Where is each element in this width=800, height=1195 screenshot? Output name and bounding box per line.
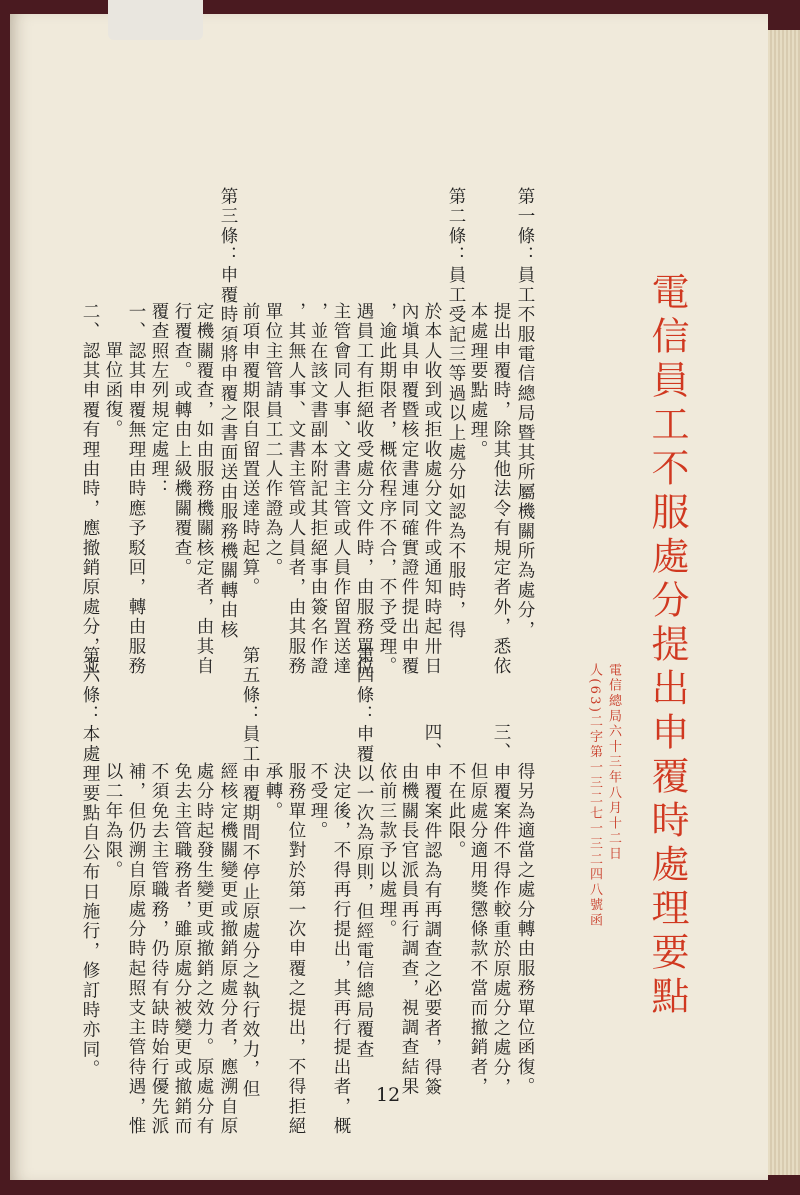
text-column: ，逾此期限者，概依程序不合，不予受理。 (377, 302, 397, 677)
text-column: 一、認其申覆無理由時應予駁回，轉由服務 (126, 302, 146, 677)
text-column: 遇員工有拒絕收受處分文件時，由服務單位 (354, 302, 374, 677)
text-column: 本處理要點處理。 (468, 302, 488, 460)
text-column: 主管會同人事、文書主管或人員作留置送達 (331, 302, 351, 677)
text-column: 決定後，不得再行提出，其再行提出者，概 (331, 762, 351, 1137)
text-column: 不須免去主管職務，仍待有缺時始行優先派 (149, 762, 169, 1137)
text-column: 以二年為限。 (103, 762, 123, 881)
text-column: 經核定機關變更或撤銷原處分者，應溯自原 (218, 762, 238, 1137)
text-column: 單位函復。 (103, 341, 123, 440)
text-column: 得另為適當之處分轉由服務單位函復。 (515, 762, 535, 1097)
text-column: 第三條：申覆時須將申覆之書面送由服務機關轉由核 (218, 187, 238, 641)
reference-line-2: 人(63)二字第一三二七一三二四八號函 (587, 663, 602, 929)
reference-line-1: 電信總局六十三年八月十二日 (606, 663, 621, 862)
text-column: 內塡具申覆暨核定書連同確實證件提出申覆 (399, 302, 419, 677)
page-edges (768, 30, 800, 1175)
text-column: 於本人收到或拒收處分文件或通知時起卅日 (422, 302, 442, 677)
text-column: 由機關長官派員再行調查，視調查結果 (399, 762, 419, 1097)
text-column: 處分時起發生變更或撤銷之效力。原處分有 (194, 762, 214, 1137)
text-column: 補，但仍溯自原處分時起照支主管待遇，惟 (126, 762, 146, 1137)
text-column: 承轉。 (263, 762, 283, 822)
text-column: 服務單位對於第一次申覆之提出，不得拒絕 (286, 762, 306, 1137)
text-column: 二、認其申覆有理由時，應撤銷原處分，並 (80, 302, 100, 677)
text-column: ，其無人事、文書主管或人員者，由其服務 (286, 302, 306, 677)
text-column: 第四條：申覆以一次為原則，但經電信總局覆查 (354, 646, 374, 1060)
text-column: 四、申覆案件認為有再調查之必要者，得簽 (422, 723, 442, 1098)
page-number: 12 (376, 1084, 401, 1106)
text-column: 不在此限。 (446, 762, 466, 861)
text-column: 行覆查。或轉由上級機關覆查。 (172, 302, 192, 578)
text-column: 三、申覆案件不得作較重於原處分之處分， (491, 723, 511, 1098)
text-column: 定機關覆查，如由服務機關核定者，由其自 (194, 302, 214, 677)
text-column: ，並在該文書副本附記其拒絕事由簽名作證 (308, 302, 328, 677)
text-column: 不受理。 (308, 762, 328, 841)
text-column: 前項申覆期限自留置送達時起算。 (240, 302, 260, 598)
document-title: 電信員工不服處分提出申覆時處理要點 (645, 272, 689, 1020)
text-column: 第五條：員工申覆期間不停止原處分之執行效力，但 (240, 646, 260, 1100)
text-column: 單位主管請員工二人作證為之。 (263, 302, 283, 578)
text-column: 第二條：員工受記三等過以上處分如認為不服時，得 (446, 187, 466, 641)
text-column: 但原處分適用獎懲條款不當而撤銷者， (468, 762, 488, 1097)
text-column: 覆查照左列規定處理： (149, 302, 169, 499)
text-column: 免去主管職務者，雖原處分被變更或撤銷而 (172, 762, 192, 1137)
text-column: 第一條：員工不服電信總局暨其所屬機關所為處分， (515, 187, 535, 641)
text-column: 第六條：本處理要點自公布日施行，修訂時亦同。 (80, 646, 100, 1080)
text-column: 依前三款予以處理。 (377, 762, 397, 940)
text-column: 提出申覆時，除其他法令有規定者外，悉依 (491, 302, 511, 677)
bookmark-tab (108, 0, 203, 40)
